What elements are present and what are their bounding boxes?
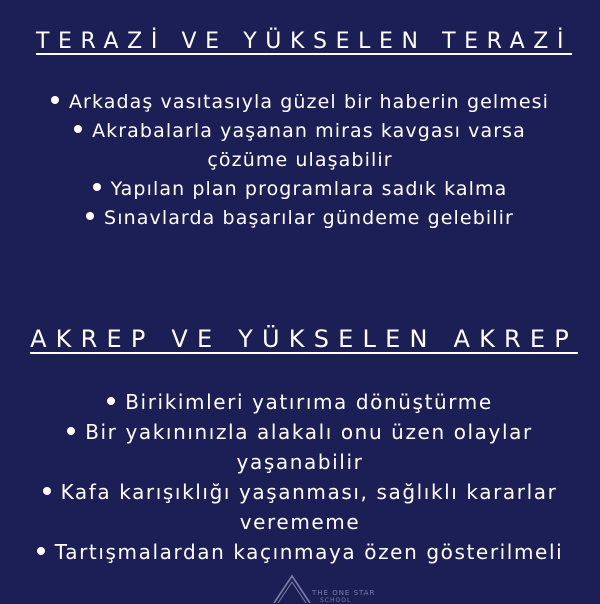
list-item-text: Kafa karışıklığı yaşanması, sağlıklı kararlar verememe — [60, 480, 558, 534]
list-item-text: Sınavlarda başarılar gündeme gelebilir — [104, 207, 514, 229]
list-item-text: Bir yakınınızla alakalı onu üzen olaylar yaşanabilir — [85, 420, 533, 474]
watermark-text: THE ONE STAR — [312, 589, 376, 597]
bullet-icon — [74, 125, 82, 133]
list-item — [0, 537, 600, 567]
bullet-icon — [37, 547, 45, 555]
list-item — [0, 387, 600, 417]
bullet-list — [0, 387, 600, 567]
list-item — [0, 175, 600, 204]
list-item — [0, 88, 600, 117]
list-item — [0, 417, 600, 477]
bullet-icon — [93, 183, 101, 191]
bullet-icon — [51, 96, 59, 104]
list-item — [0, 204, 600, 233]
bullet-icon — [107, 397, 115, 405]
list-item — [0, 477, 600, 537]
bullet-list — [0, 88, 600, 233]
star-icon — [268, 572, 328, 603]
watermark-logo — [268, 572, 376, 604]
list-item-text: Arkadaş vasıtasıyla güzel bir haberin gelmesi — [68, 91, 550, 113]
bullet-icon — [43, 487, 51, 495]
list-item — [0, 117, 600, 175]
list-item-text: Birikimleri yatırıma dönüştürme — [125, 390, 493, 414]
watermark-subtext: SCHOOL — [320, 597, 352, 604]
section-heading: TERAZİ VE YÜKSELEN TERAZİ — [35, 29, 573, 54]
list-item-text: Tartışmalardan kaçınmaya özen gösterilmeli — [54, 540, 564, 564]
section-akrep — [0, 325, 600, 567]
bullet-icon — [67, 427, 75, 435]
list-item-text: Akrabalarla yaşanan miras kavgası varsa çözüme ulaşabilir — [92, 120, 526, 171]
section-heading: AKREP VE YÜKSELEN AKREP — [30, 325, 578, 353]
list-item-text: Yapılan plan programlara sadık kalma — [110, 178, 508, 200]
bullet-icon — [86, 212, 94, 220]
section-terazi — [0, 28, 600, 233]
